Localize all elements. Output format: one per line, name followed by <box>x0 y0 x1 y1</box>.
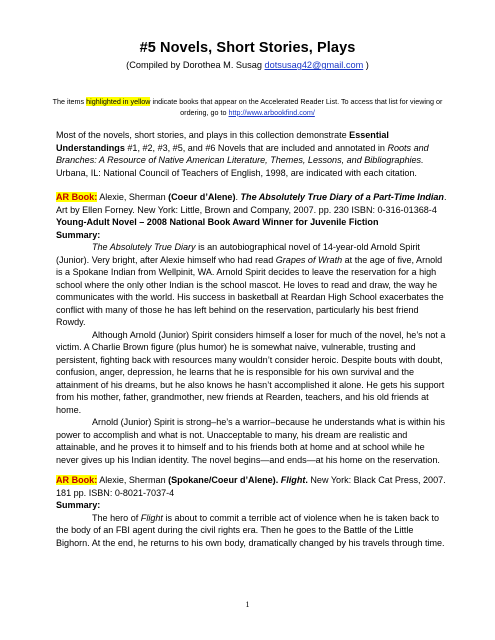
page-title: #5 Novels, Short Stories, Plays <box>139 40 356 56</box>
note-text-1: The items <box>52 97 87 106</box>
accelerated-reader-note <box>40 97 455 118</box>
summary-text: The hero of <box>92 512 141 523</box>
arbookfind-link[interactable]: http://www.arbookfind.com/ <box>228 107 315 117</box>
italic-title: Grapes of Wrath <box>275 254 343 265</box>
ar-book-label: AR Book: <box>56 192 98 202</box>
tribe: (Coeur d’Alene) <box>168 192 236 202</box>
summary-label: Summary: <box>56 229 101 240</box>
intro-text-1: Most of the novels, short stories, and plays in this collection demonstrate <box>56 130 350 140</box>
summary-label: Summary: <box>56 500 101 510</box>
note-text-2: indicate books that appear on the Accelerated Reader List. To access that list for viewing or ordering, go to <box>150 97 443 117</box>
intro-text-3: Urbana, IL: National Council of Teachers of English, 1998, are indicated with each citation. <box>56 167 417 178</box>
intro-text-2: #1, #2, #3, #5, and #6 Novels that are included and annotated in <box>124 142 388 153</box>
book-entry-flight <box>56 474 448 549</box>
period: . <box>305 475 308 485</box>
author: Alexie, Sherman <box>97 475 169 485</box>
citation-line <box>56 191 448 204</box>
publication-info: New York: Black Cat Press, 2007. 181 pp. ISBN: 0-8021-7037-4 <box>56 475 446 498</box>
intro-italic: Roots and Branches: A Resource of Native American Literature, Themes, Lessons, and Bibliographies. <box>56 142 429 165</box>
page-number: 1 <box>245 600 250 609</box>
author: Alexie, Sherman <box>97 192 169 202</box>
ar-book-label: AR Book: <box>56 475 98 485</box>
summary-paragraph-3: Arnold (Junior) Spirit is strong–he’s a warrior–because he understands what is within his power to accomplish and what is not. Unacceptable to many, his dream are realistic and attainable, and he proves it to himself and to his friends both at home and at school while he never gives up his Indian identity. The novel begins—and ends—at his home on the reservation. <box>56 417 445 465</box>
summary-paragraph-1 <box>56 241 448 329</box>
italic-title: Flight <box>140 512 163 523</box>
summary-text: is an autobiographical novel of 14-year-old Arnold Spirit (Junior). Very bright, after Alexie himself who had read <box>56 242 420 265</box>
summary-paragraph-1 <box>56 512 448 550</box>
note-highlight: highlighted in yellow <box>86 97 151 106</box>
citation-line <box>56 474 448 499</box>
tribe: (Spokane/Coeur d’Alene). <box>168 475 279 485</box>
compiled-prefix: (Compiled by Dorothea M. Susag <box>126 60 265 70</box>
email-link[interactable]: dotsusag42@gmail.com <box>264 60 364 70</box>
category: Young-Adult Novel – 2008 National Book Award Winner for Juvenile Fiction <box>56 217 379 227</box>
italic-title: The Absolutely True Diary <box>92 242 196 252</box>
period: . <box>443 192 447 202</box>
publication-info: Art by Ellen Forney. New York: Little, Brown and Company, 2007. pp. 230 ISBN: 0-316-01368-4 <box>56 204 437 215</box>
summary-text: is about to commit a terrible act of violence when he is taken back to the body of an FBI agent during the civil rights era. Then he goes to the Battle of the Little Bighorn. At the end, he returns to his own body, dramatically changed by his travels through time. <box>56 512 445 548</box>
book-title: Flight <box>280 475 306 485</box>
book-entry-true-diary <box>56 191 448 466</box>
compiled-by-line <box>0 60 495 70</box>
intro-bold: Essential Understandings <box>56 130 389 153</box>
summary-text: at the age of five, Arnold is a Spokane Indian from Wellpinit, WA. Arnold Spirit decides to leave the reservation for a high school where the only other Indian is the school mascot. He loves to read and draw, the way he communicates with the world. His success in basketball at Reardan High School exacerbates the conflict with many of those he has left behind on the reservation, particularly his best friend Rowdy. <box>56 254 444 327</box>
compiled-suffix: ) <box>363 60 369 70</box>
summary-paragraph-2: Although Arnold (Junior) Spirit considers himself a loser for much of the novel, he’s not a victim. A Charlie Brown figure (plus humor) he is somewhat naive, vulnerable, trusting and persistent, fighting back with resources many wouldn’t consider heroic. Despite bouts with doubt, confusion, anger, depression, he learns that he is responsible for his own survival and the attainment of his dreams, but he also knows he hasn’t accomplished it alone. He gets his support from his mother, father, grandmother, new friends at Rearden, teachers, and his old friends at home. <box>56 329 446 415</box>
book-title: The Absolutely True Diary of a Part-Time Indian <box>240 192 444 202</box>
separator: . <box>235 192 241 202</box>
intro-paragraph <box>56 129 448 179</box>
